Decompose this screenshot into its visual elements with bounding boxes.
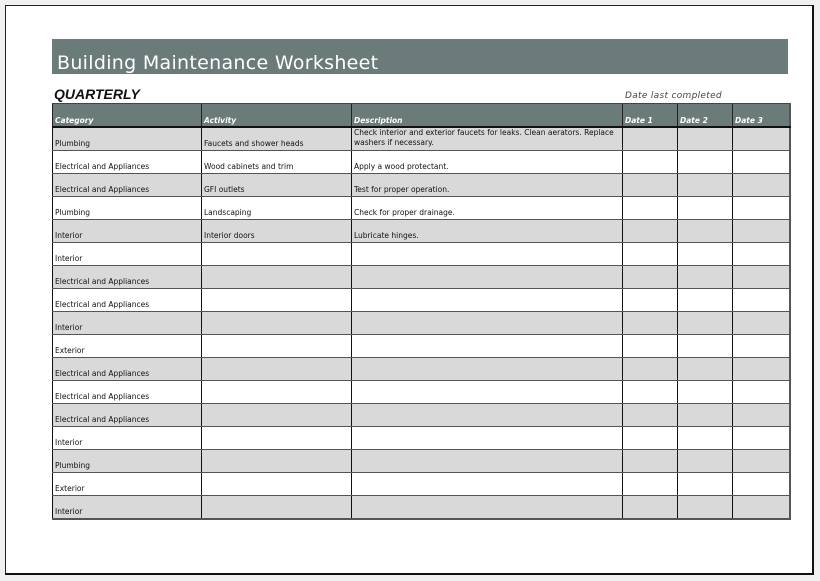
header-date-2[interactable]: Date 2 (678, 104, 733, 128)
date-1-cell[interactable] (623, 473, 678, 496)
date-2-cell[interactable] (678, 266, 733, 289)
date-2-cell[interactable] (678, 358, 733, 381)
date-1-cell[interactable] (623, 174, 678, 197)
description-cell[interactable] (352, 312, 623, 335)
date-2-cell[interactable] (678, 220, 733, 243)
activity-cell[interactable] (202, 312, 352, 335)
category-cell[interactable]: Interior (53, 427, 202, 450)
date-2-cell[interactable] (678, 243, 733, 266)
table-row (53, 427, 790, 450)
date-1-cell[interactable] (623, 220, 678, 243)
date-1-cell[interactable] (623, 427, 678, 450)
date-3-cell[interactable] (733, 289, 790, 312)
activity-cell[interactable]: GFI outlets (202, 174, 352, 197)
description-cell[interactable] (352, 427, 623, 450)
activity-cell[interactable] (202, 266, 352, 289)
category-cell[interactable]: Electrical and Appliances (53, 358, 202, 381)
category-cell[interactable]: Plumbing (53, 197, 202, 220)
description-cell[interactable] (352, 404, 623, 427)
date-3-cell[interactable] (733, 312, 790, 335)
date-3-cell[interactable] (733, 127, 790, 151)
date-1-cell[interactable] (623, 127, 678, 151)
activity-cell[interactable] (202, 358, 352, 381)
activity-cell[interactable]: Landscaping (202, 197, 352, 220)
date-2-cell[interactable] (678, 197, 733, 220)
description-cell[interactable] (352, 473, 623, 496)
description-cell[interactable]: Lubricate hinges. (352, 220, 623, 243)
description-cell[interactable]: Test for proper operation. (352, 174, 623, 197)
activity-cell[interactable] (202, 496, 352, 520)
description-cell[interactable] (352, 289, 623, 312)
description-cell[interactable] (352, 243, 623, 266)
date-3-cell[interactable] (733, 266, 790, 289)
category-cell[interactable]: Interior (53, 312, 202, 335)
date-2-cell[interactable] (678, 381, 733, 404)
date-2-cell[interactable] (678, 127, 733, 151)
date-1-cell[interactable] (623, 289, 678, 312)
table-row (53, 151, 790, 174)
date-group-label: Date last completed (625, 91, 722, 101)
date-3-cell[interactable] (733, 450, 790, 473)
date-2-cell[interactable] (678, 312, 733, 335)
table-row (53, 266, 790, 289)
table-row (53, 358, 790, 381)
activity-cell[interactable] (202, 473, 352, 496)
date-1-cell[interactable] (623, 496, 678, 520)
activity-cell[interactable]: Wood cabinets and trim (202, 151, 352, 174)
category-cell[interactable]: Interior (53, 243, 202, 266)
category-cell[interactable]: Exterior (53, 335, 202, 358)
date-3-cell[interactable] (733, 197, 790, 220)
date-2-cell[interactable] (678, 174, 733, 197)
activity-cell[interactable] (202, 450, 352, 473)
activity-cell[interactable]: Faucets and shower heads (202, 127, 352, 151)
category-cell[interactable]: Plumbing (53, 450, 202, 473)
description-cell[interactable]: Check for proper drainage. (352, 197, 623, 220)
table-row (53, 450, 790, 473)
date-3-cell[interactable] (733, 243, 790, 266)
date-1-cell[interactable] (623, 450, 678, 473)
date-1-cell[interactable] (623, 381, 678, 404)
date-2-cell[interactable] (678, 289, 733, 312)
date-2-cell[interactable] (678, 404, 733, 427)
table-row (53, 496, 790, 520)
table-row (53, 335, 790, 358)
date-2-cell[interactable] (678, 473, 733, 496)
activity-cell[interactable] (202, 404, 352, 427)
date-3-cell[interactable] (733, 496, 790, 520)
date-1-cell[interactable] (623, 197, 678, 220)
category-cell[interactable]: Exterior (53, 473, 202, 496)
activity-cell[interactable]: Interior doors (202, 220, 352, 243)
description-cell[interactable]: Apply a wood protectant. (352, 151, 623, 174)
description-cell[interactable] (352, 266, 623, 289)
date-2-cell[interactable] (678, 335, 733, 358)
table-row (53, 381, 790, 404)
period-heading: QUARTERLY (54, 86, 140, 102)
category-cell[interactable]: Electrical and Appliances (53, 404, 202, 427)
table-row (53, 312, 790, 335)
description-cell[interactable] (352, 496, 623, 520)
table-row (53, 197, 790, 220)
date-2-cell[interactable] (678, 427, 733, 450)
category-cell[interactable]: Electrical and Appliances (53, 174, 202, 197)
page-title: Building Maintenance Worksheet (57, 52, 379, 74)
date-3-cell[interactable] (733, 358, 790, 381)
activity-cell[interactable] (202, 243, 352, 266)
category-cell[interactable]: Interior (53, 496, 202, 520)
category-cell[interactable]: Electrical and Appliances (53, 289, 202, 312)
maintenance-table (52, 103, 791, 520)
table-row (53, 220, 790, 243)
date-3-cell[interactable] (733, 220, 790, 243)
activity-cell[interactable] (202, 381, 352, 404)
date-1-cell[interactable] (623, 266, 678, 289)
table-row (53, 289, 790, 312)
description-cell[interactable] (352, 358, 623, 381)
category-cell[interactable]: Plumbing (53, 127, 202, 151)
description-cell[interactable] (352, 381, 623, 404)
category-cell[interactable]: Electrical and Appliances (53, 151, 202, 174)
description-cell[interactable] (352, 335, 623, 358)
table-row (53, 404, 790, 427)
header-activity[interactable]: Activity (202, 104, 352, 128)
date-2-cell[interactable] (678, 450, 733, 473)
header-description[interactable]: Description (352, 104, 623, 128)
date-3-cell[interactable] (733, 381, 790, 404)
table-row (53, 473, 790, 496)
date-3-cell[interactable] (733, 335, 790, 358)
date-1-cell[interactable] (623, 335, 678, 358)
table-row (53, 243, 790, 266)
activity-cell[interactable] (202, 427, 352, 450)
header-category[interactable]: Category (53, 104, 202, 128)
title-banner (52, 39, 788, 74)
category-cell[interactable]: Electrical and Appliances (53, 266, 202, 289)
description-cell[interactable]: Check interior and exterior faucets for leaks. Clean aerators. Replace washers if necessary. (352, 127, 623, 151)
date-1-cell[interactable] (623, 404, 678, 427)
header-date-3[interactable]: Date 3 (733, 104, 790, 128)
date-1-cell[interactable] (623, 151, 678, 174)
date-2-cell[interactable] (678, 496, 733, 520)
date-2-cell[interactable] (678, 151, 733, 174)
date-1-cell[interactable] (623, 243, 678, 266)
category-cell[interactable]: Interior (53, 220, 202, 243)
worksheet-page (5, 5, 814, 575)
date-3-cell[interactable] (733, 473, 790, 496)
category-cell[interactable]: Electrical and Appliances (53, 381, 202, 404)
date-3-cell[interactable] (733, 174, 790, 197)
header-date-1[interactable]: Date 1 (623, 104, 678, 128)
table-header-row (53, 104, 790, 128)
date-1-cell[interactable] (623, 358, 678, 381)
table-row (53, 127, 790, 151)
table-row (53, 174, 790, 197)
date-1-cell[interactable] (623, 312, 678, 335)
description-cell[interactable] (352, 450, 623, 473)
activity-cell[interactable] (202, 289, 352, 312)
date-3-cell[interactable] (733, 151, 790, 174)
date-3-cell[interactable] (733, 404, 790, 427)
activity-cell[interactable] (202, 335, 352, 358)
date-3-cell[interactable] (733, 427, 790, 450)
